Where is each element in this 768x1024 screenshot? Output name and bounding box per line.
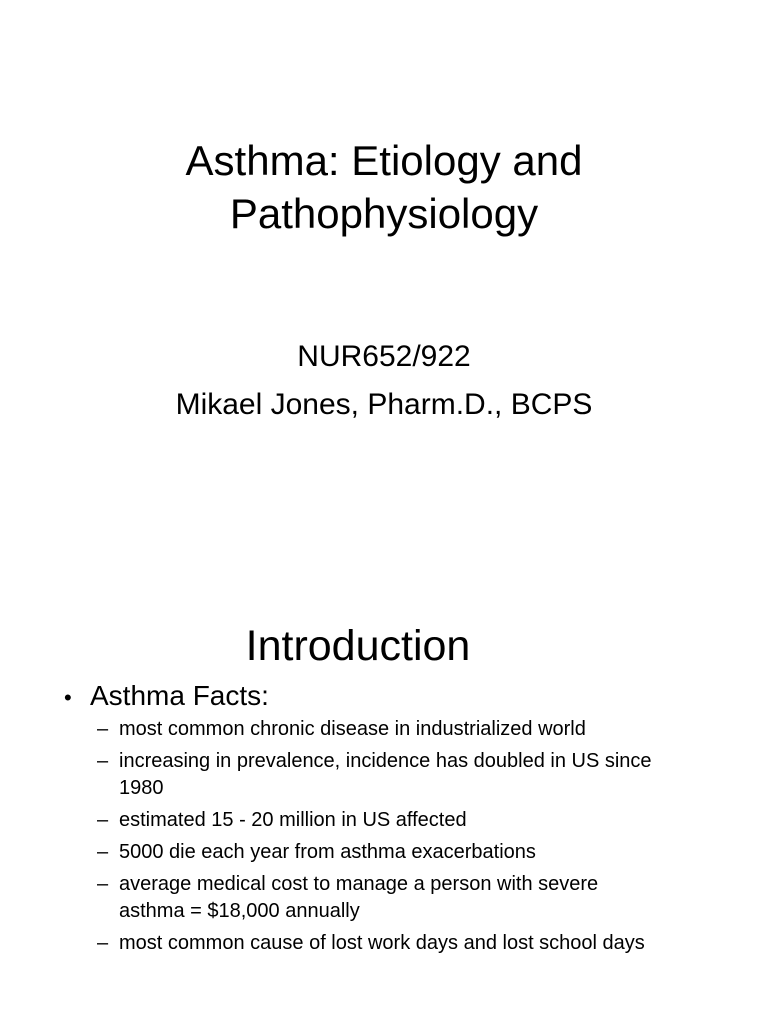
list-item xyxy=(97,716,667,743)
slide-title-line-1: Asthma: Etiology and xyxy=(185,137,583,184)
list-item-text: most common cause of lost work days and lost school days xyxy=(119,932,645,954)
dash-marker: – xyxy=(97,873,109,895)
course-code: NUR652/922 xyxy=(297,340,471,373)
bullet-label: Asthma Facts: xyxy=(90,680,269,711)
bullet-list xyxy=(64,676,269,718)
dash-marker: – xyxy=(97,718,109,740)
dash-marker: – xyxy=(97,750,109,772)
slide-subtitle xyxy=(0,333,768,429)
dash-marker: – xyxy=(97,841,109,863)
list-item-text: most common chronic disease in industrialized world xyxy=(119,718,586,740)
bullet-item-asthma-facts xyxy=(64,676,269,718)
asthma-facts-list xyxy=(97,716,667,962)
list-item xyxy=(97,748,667,802)
list-item xyxy=(97,930,667,957)
list-item-text: estimated 15 - 20 million in US affected xyxy=(119,809,467,831)
dash-marker: – xyxy=(97,809,109,831)
dash-marker: – xyxy=(97,932,109,954)
list-item xyxy=(97,871,667,925)
list-item-text: increasing in prevalence, incidence has doubled in US since 1980 xyxy=(119,750,652,799)
list-item xyxy=(97,807,667,834)
list-item xyxy=(97,839,667,866)
list-item-text: average medical cost to manage a person with severe asthma = $18,000 annually xyxy=(119,873,599,922)
introduction-slide xyxy=(0,576,768,1024)
bullet-marker: • xyxy=(64,685,72,710)
introduction-title: Introduction xyxy=(245,622,471,670)
slide-title xyxy=(0,134,768,240)
presenter-name: Mikael Jones, Pharm.D., BCPS xyxy=(175,388,593,421)
slide-title-line-2: Pathophysiology xyxy=(229,190,539,237)
list-item-text: 5000 die each year from asthma exacerbations xyxy=(119,841,536,863)
